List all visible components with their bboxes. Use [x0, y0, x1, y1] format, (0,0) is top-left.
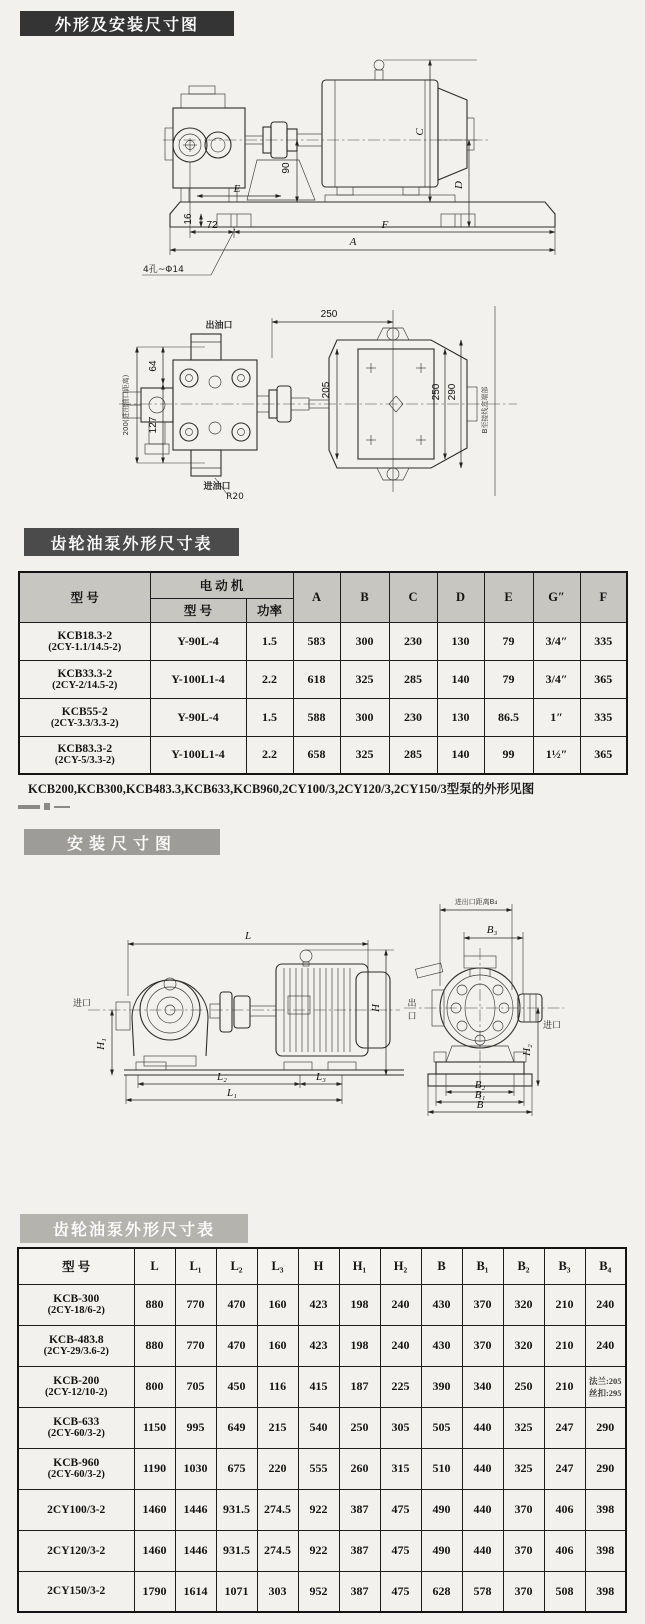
table-row: 2CY100/3-2 1460 1446 931.5 274.5 922 387 475 490 440 370 406 398 — [18, 1489, 626, 1530]
faded-print-artifact — [18, 803, 88, 813]
dim-label-250-right: 250 — [431, 383, 442, 401]
r20-label: R20 — [226, 492, 244, 502]
dim-label-l: L — [244, 930, 252, 942]
dim-label-290: 290 — [447, 383, 458, 401]
dim-label-b2: B₂ — [474, 1079, 486, 1091]
col-header-model: 型 号 — [19, 572, 150, 622]
col-header-d: D — [437, 572, 484, 622]
col-header-power: 功率 — [246, 598, 293, 622]
col-header-l: L — [134, 1248, 175, 1284]
dim-label-64: 64 — [148, 360, 159, 372]
outline-dimension-table — [18, 571, 628, 775]
col-header-h2: H₂ — [380, 1248, 421, 1284]
col-header-motor-model: 型 号 — [150, 598, 246, 622]
mounting-dimension-table — [17, 1247, 627, 1613]
table-row: KCB-483.8 (2CY-29/3.6-2) 880 770 470 160 423 198 240 430 370 320 210 240 — [18, 1325, 626, 1366]
dim-label-16: 16 — [183, 213, 194, 225]
dim-label-72: 72 — [206, 220, 218, 231]
handle — [415, 963, 442, 978]
table-row: KCB83.3-2 (2CY-5/3.3-2) Y-100L1-4 2.2 658 325 285 140 99 1½″ 365 — [19, 736, 627, 774]
table-row: KCB55-2 (2CY-3.3/3.3-2) Y-90L-4 1.5 588 300 230 130 86.5 1″ 335 — [19, 698, 627, 736]
outline-drawing-side-view — [85, 48, 645, 283]
terminal-box-note: B至接线盒端部 — [481, 386, 489, 434]
table-row: KCB-300 (2CY-18/6-2) 880 770 470 160 423 198 240 430 370 320 210 240 — [18, 1284, 626, 1325]
outlet-label: 出油口 — [205, 321, 233, 331]
dim-label-l2: L₂ — [217, 1071, 227, 1083]
section-title-mounting-dimensions: 安装尺寸图 — [24, 829, 220, 855]
col-header-l1: L₁ — [175, 1248, 216, 1284]
col-header-b: B — [421, 1248, 462, 1284]
inlet-label: 进油口 — [203, 482, 231, 492]
col-header-b4: B₄ — [585, 1248, 626, 1284]
col-header-h: H — [298, 1248, 339, 1284]
dim-label-h: H — [370, 1004, 382, 1012]
outline-drawing-top-view — [115, 292, 525, 502]
col-header-f: F — [580, 572, 627, 622]
inlet-flange — [116, 1002, 130, 1030]
dim-label-l1: L₁ — [227, 1087, 237, 1099]
mounting-side-view — [73, 930, 404, 1104]
col-header-l2: L₂ — [216, 1248, 257, 1284]
table-row: KCB-633 (2CY-60/3-2) 1150 995 649 215 540 250 305 505 440 325 247 290 — [18, 1407, 626, 1448]
dimension-lines — [142, 60, 555, 275]
dim-label-d: D — [453, 181, 465, 189]
inlet-label: 进口 — [72, 999, 92, 1009]
col-header-b2: B₂ — [503, 1248, 544, 1284]
dim-label-a: A — [349, 236, 357, 248]
outlet-label-char1: 出 — [407, 999, 417, 1009]
outlet-label-char2: 口 — [407, 1012, 417, 1022]
col-header-model: 型 号 — [18, 1248, 134, 1284]
col-header-e: E — [484, 572, 533, 622]
col-header-b1: B₁ — [462, 1248, 503, 1284]
col-header-b: B — [340, 572, 389, 622]
section-title-dimension-table-2: 齿轮油泵外形尺寸表 — [20, 1214, 248, 1243]
col-header-b3: B₃ — [544, 1248, 585, 1284]
table-row: 2CY120/3-2 1460 1446 931.5 274.5 922 387 475 490 440 370 406 398 — [18, 1530, 626, 1571]
dim-label-90: 90 — [281, 162, 292, 174]
table-row: 2CY150/3-2 1790 1614 1071 303 952 387 475 628 578 370 508 398 — [18, 1571, 626, 1612]
dim-label-200: 200(进出油口距离) — [122, 374, 130, 436]
dim-label-l3: L₃ — [316, 1071, 326, 1083]
dim-label-e: E — [233, 183, 241, 195]
dim-label-b1: B₁ — [474, 1089, 486, 1101]
dim-label-f: F — [381, 219, 389, 231]
dim-label-h2: H₂ — [521, 1044, 533, 1056]
dim-label-250-top: 250 — [320, 309, 338, 320]
dim-label-h1: H₁ — [95, 1038, 107, 1050]
dim-label-b: B — [476, 1099, 484, 1111]
mounting-end-view — [404, 897, 564, 1116]
section-title-dimension-table-1: 齿轮油泵外形尺寸表 — [24, 528, 239, 556]
col-header-motor: 电 动 机 — [150, 572, 293, 598]
dim-label-c: C — [414, 128, 426, 136]
inlet-label: 进口 — [542, 1021, 562, 1031]
dim-label-127: 127 — [148, 416, 159, 434]
table-row: KCB-200 (2CY-12/10-2) 800 705 450 116 415 187 225 390 340 250 210 法兰:205 丝扣:295 — [18, 1366, 626, 1407]
holes-note: 4孔~Φ14 — [143, 265, 184, 275]
table-row: KCB33.3-2 (2CY-2/14.5-2) Y-100L1-4 2.2 618 325 285 140 79 3/4″ 365 — [19, 660, 627, 698]
pump-top-view — [123, 334, 257, 476]
col-header-a: A — [293, 572, 340, 622]
table-footnote: KCB200,KCB300,KCB483.3,KCB633,KCB960,2CY100/3,2CY120/3,2CY150/3型泵的外形见图 — [28, 782, 535, 796]
motor-side-view — [322, 60, 474, 202]
dim-label-b3: B₃ — [486, 924, 498, 936]
table-row: KCB18.3-2 (2CY-1.1/14.5-2) Y-90L-4 1.5 583 300 230 130 79 3/4″ 335 — [19, 622, 627, 660]
col-header-g: G″ — [533, 572, 580, 622]
table-header-row — [19, 572, 627, 598]
base-plate-side-view — [170, 202, 555, 227]
col-header-l3: L₃ — [257, 1248, 298, 1284]
table-header-row — [18, 1248, 626, 1284]
col-header-h1: H₁ — [339, 1248, 380, 1284]
col-header-c: C — [389, 572, 437, 622]
port-distance-note: 进出口距离B₄ — [454, 898, 498, 906]
section-title-outline-and-mounting: 外形及安装尺寸图 — [20, 11, 234, 36]
mounting-dimension-drawing — [60, 856, 580, 1118]
table-row: KCB-960 (2CY-60/3-2) 1190 1030 675 220 555 260 315 510 440 325 247 290 — [18, 1448, 626, 1489]
dim-label-205: 205 — [321, 381, 332, 399]
